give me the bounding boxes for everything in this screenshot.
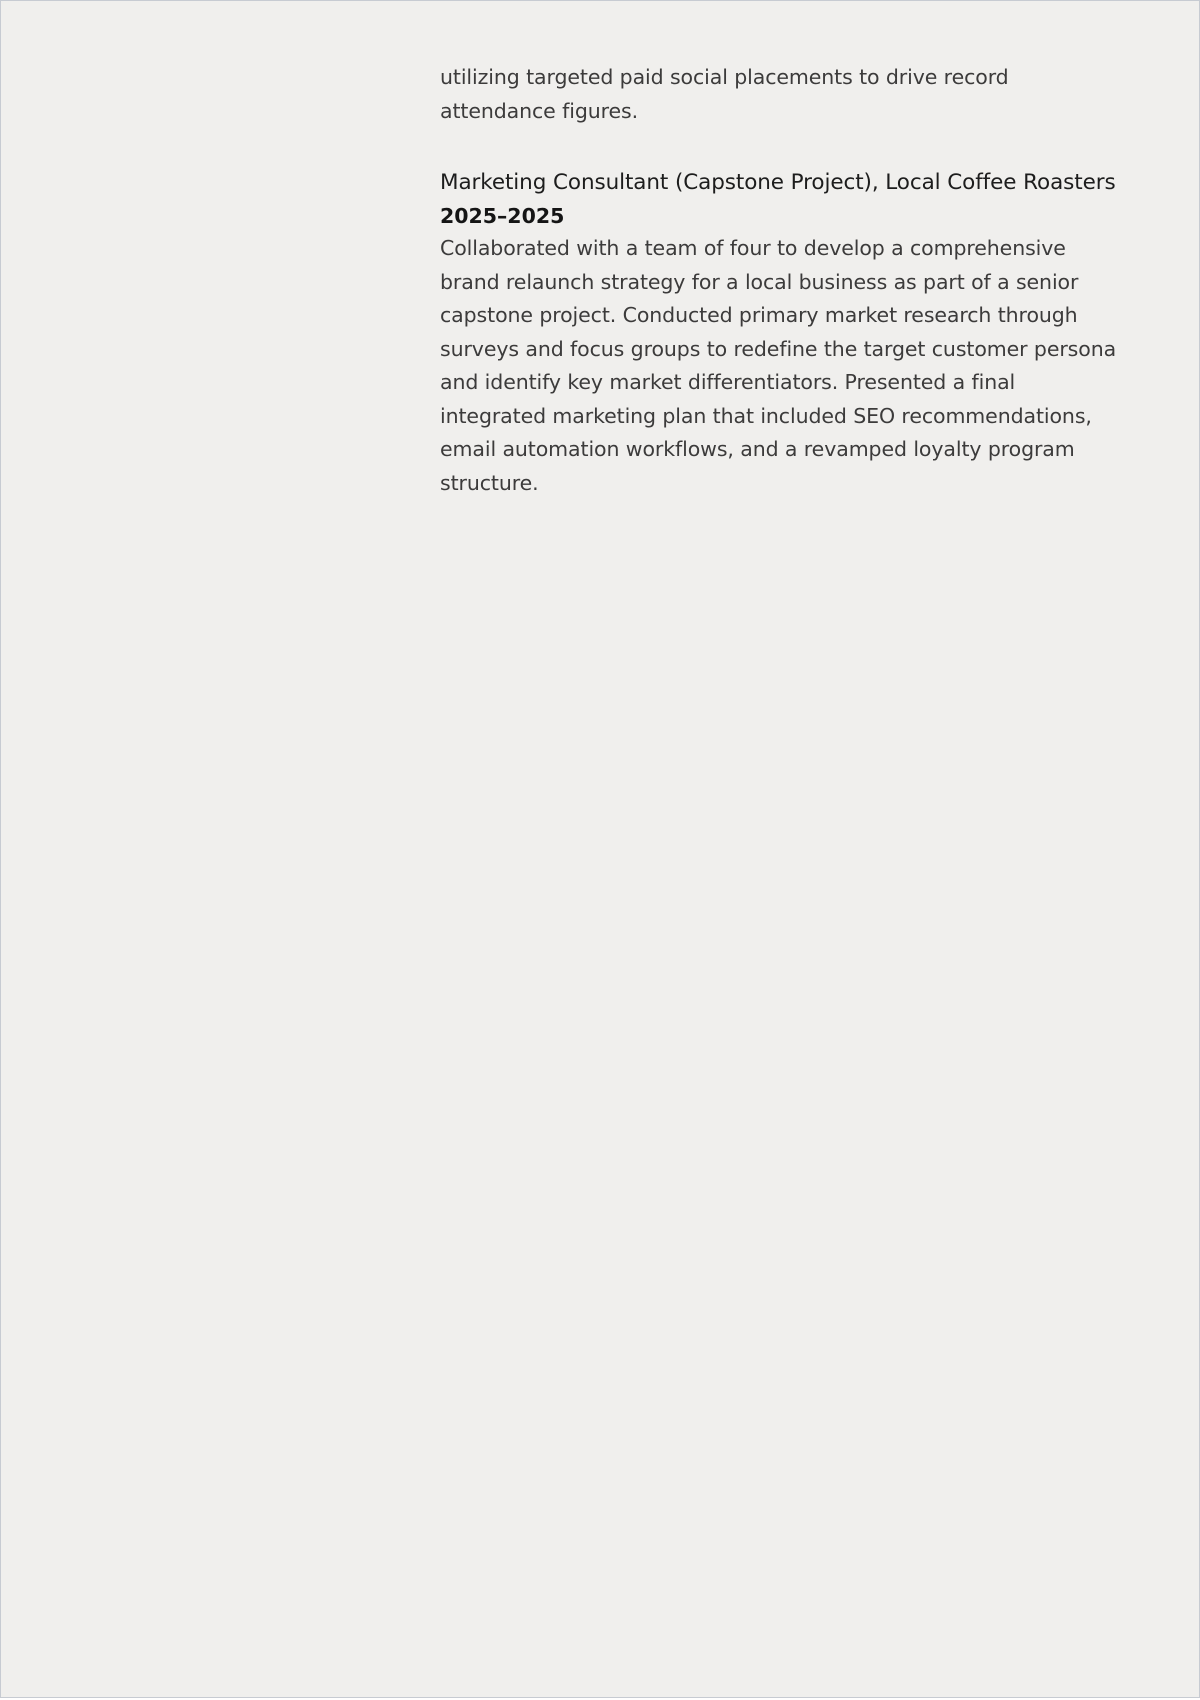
entry-title: Marketing Consultant (Capstone Project), Local Coffee Roasters bbox=[440, 170, 1116, 195]
previous-entry-description: utilizing targeted paid social placements to drive record attendance figures. bbox=[440, 65, 1009, 123]
experience-entry bbox=[440, 166, 1120, 500]
entry-description: Collaborated with a team of four to develop a comprehensive brand relaunch strategy for a local business as part of a senior capstone project. Conducted primary market research through surveys and focus groups to redefine the target customer persona and identify key market differentiators. Presented a final integrated marketing plan that included SEO recommendations, email automation workflows, and a revamped loyalty program structure. bbox=[440, 236, 1117, 495]
main-column bbox=[440, 61, 1120, 500]
entry-dates: 2025–2025 bbox=[440, 204, 565, 228]
